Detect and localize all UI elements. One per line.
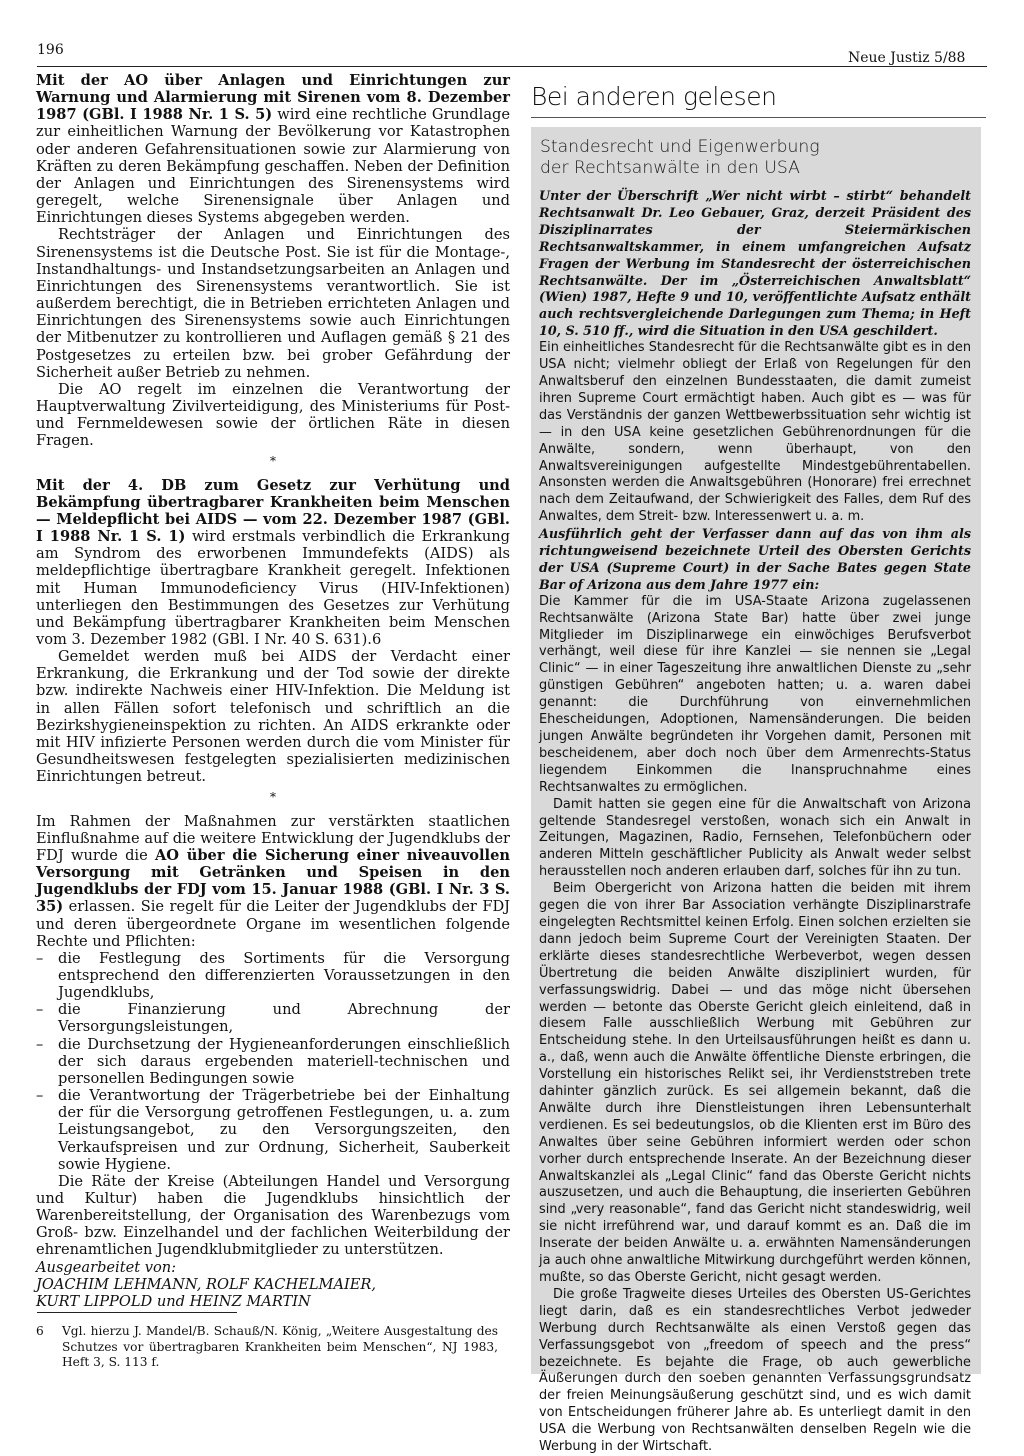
paragraph-aids-text: wird erstmals verbindlich die Erkrankung am Syndrom des erworbenen Immundefekts (AIDS) als meldepflichtige übertragbare Krankheit geregelt. Infektionen mit Human Immunodeficiency Virus (HIV-Infektionen) unterliegen den Bestimmungen des Gesetzes zur Verhütung und Bekämpfung übertragbarer Krankheiten beim Menschen vom 3. Dezember 1982 (GBl. I Nr. 40 S. 631).6: [36, 528, 510, 648]
list-dash: –: [36, 1035, 44, 1053]
article-paragraph: Beim Obergericht von Arizona hatten die beiden mit ihrem gegen die von ihrer Bar Association verhängte Disziplinarstrafe eingelegten Rechtsmittel keinen Erfolg. Einen solchen erzielten sie dann jedoch beim Supreme Court der Vereinigten Staaten. Der erklärte dieses standesrechtliche Werbeverbot, wegen dessen Übertretung die beiden Anwälte diszipliniert wurden, für verfassungswidrig. Dabei — und das möge nicht übersehen werden — betonte das Oberste Gericht gleich einleitend, daß in diesem Falle ausschließlich Werbung mit Gebühren zur Entscheidung stehe. In den Urteilsausführungen heißt es dann u. a., daß, wenn auch die Anwälte öffentliche Dienste erbringen, die Vorstellung ein historisches Relikt sei, ihr Verdienststreben trete dahinter gänzlich zurück. Es sei allgemein bekannt, daß die Anwälte durch ihre Dienstleistungen ihren Lebensunterhalt verdienen. Es sei bedeutungslos, ob die Klienten erst im Büro des Anwaltes über seine Gebühren informiert werden oder schon vorher durch entsprechende Inserate. An der Bezeichnung dieser Anwaltskanzlei als „Legal Clinic“ fand das Oberste Gericht nichts auszusetzen, und auch die Behauptung, die inserierten Gebühren sind „very reasonable“, fand das Gericht nicht standeswidrig, weil sie nicht irreführend war, und darauf kommt es an. Daß die im Inserate der beiden Anwälte u. a. erwähnten Namensänderungen ja auch ohne anwaltliche Mitwirkung durchgeführt werden können, mußte, so das Oberste Gericht, nicht gesagt werden.: [539, 881, 971, 1285]
footnote-rule: [37, 1312, 237, 1313]
paragraph-sirenen: [36, 72, 510, 226]
paragraph-raete: Die Räte der Kreise (Abteilungen Handel und Versorgung und Kultur) haben die Jugendklubs hinsichtlich der Warenbereitstellung, der Organisation des Warenbezugs vom Groß- bzw. Einzelhandel und der fachlichen Weiterbildung der ehrenamtlichen Jugendklubmitglieder zu unterstützen.: [36, 1172, 510, 1259]
section-title-rule: [531, 117, 986, 118]
paragraph-jugendklubs-bold: AO über die Sicherung einer niveauvollen Versorgung mit Getränken und Speisen in den Jugendklubs der FDJ vom 15. Januar 1988 (GBl. I Nr. 3 S. 35): [36, 846, 510, 916]
article-title-line: der Rechtsanwälte in den USA: [540, 157, 800, 178]
list-item-text: die Festlegung des Sortiments für die Versorgung entsprechend den differenzierten Voraussetzungen in den Jugendklubs,: [58, 949, 510, 1002]
article-box: [531, 127, 981, 1455]
list-item: [36, 1087, 510, 1173]
article-title-line: Standesrecht und Eigenwerbung: [540, 137, 820, 157]
article-paragraph: Ein einheitliches Standesrecht für die Rechtsanwälte gibt es in den USA nicht; vielmehr obliegt der Erlaß von Regelungen für den Anwaltsberuf den einzelnen Bundesstaaten, die damit zumeist ihren Supreme Court ermächtigt haben. Auch gibt es — was für das Verständnis der ganzen Wettbewerbssituation sehr wichtig ist — in den USA keine gesetzlichen Gebührenordnungen für die Anwälte, sondern, wenn überhaupt, von den Anwaltsvereinigungen aufgestellte Mindestgebührentabellen. Ansonsten werden die Anwaltsgebühren (Honorare) frei errechnet nach dem Zeitaufwand, der Schwierigkeit des Falles, dem Ruf des Anwaltes, dem Streit- bzw. Interessenwert u. a. m.: [539, 340, 971, 525]
paragraph-ao-regelt: Die AO regelt im einzelnen die Verantwortung der Hauptverwaltung Zivilverteidigung, des Ministeriums für Post- und Fernmeldewesen sowie der örtlichen Räte in diesen Fragen.: [36, 380, 510, 450]
paragraph-sirenen-text: wird eine rechtliche Grundlage zur einheitlichen Warnung der Bevölkerung vor Katastrophen oder anderen Gefahrensituationen sowie zur Alarmierung von Kräften zu deren Bekämpfung geschaffen. Neben der Definition der Anlagen und Einrichtungen des Sirenensystems wird geregelt, welche Sirenensignale über Anlagen und Einrichtungen dieses Systems abgegeben werden.: [36, 106, 510, 227]
authors-label: Ausgearbeitet von:: [36, 1258, 177, 1276]
journal-issue: Neue Justiz 5/88: [848, 50, 966, 66]
paragraph-sirenen-bold: Mit der AO über Anlagen und Einrichtungen zur Warnung und Alarmierung mit Sirenen vom 8. Dezember 1987 (GBl. I 1988 Nr. 1 S. 5): [36, 72, 510, 124]
paragraph-aids: [36, 477, 510, 649]
list-dash: –: [36, 1001, 44, 1019]
left-column: [36, 72, 510, 1310]
article-title: [540, 137, 971, 178]
paragraph-rechtstraeger: Rechtsträger der Anlagen und Einrichtungen des Sirenensystems ist die Deutsche Post. Sie ist für die Montage-, Instandhaltungs- und Instandsetzungsarbeiten an Anlagen und Einrichtungen des Sirenensystems verantwortlich. Sie ist außerdem berechtigt, die in Betrieben errichteten Anlagen und Einrichtungen des Sirenensystems sowie auch Einrichtungen der Mitbenutzer zu kontrollieren und Auflagen gemäß § 21 des Postgesetzes zu erteilen bzw. bei grober Gefährdung der Sicherheit außer Betrieb zu nehmen.: [36, 226, 510, 381]
separator-star: *: [270, 454, 276, 469]
article-paragraph: Die Kammer für die im USA-Staate Arizona zugelassenen Rechtsanwälte (Arizona State Bar) hatte über zwei junge Mitglieder im Disziplinarwege ein einwöchiges Berufsverbot verhängt, weil diese für ihre Kanzlei — sie nennen sie „Legal Clinic“ — in einer Tageszeitung ihre anwaltlichen Dienste zu „sehr günstigen Gebühren“ angeboten hatten; u. a. waren dabei genannt: die Durchführung von einvernehmlichen Ehescheidungen, Adoptionen, Namensänderungen. Die beiden jungen Anwälte begründeten ihr Vorgehen damit, Personen mit bescheidenem, aber doch noch über dem Armenrechts-Status liegendem Einkommen die Inanspruchnahme eines Rechtsanwaltes zu ermöglichen.: [539, 593, 971, 795]
list-item: [36, 1036, 510, 1087]
paragraph-jugendklubs: [36, 813, 510, 950]
list-dash: –: [36, 1087, 44, 1105]
footnote: [36, 1324, 498, 1371]
header-rule: [37, 66, 987, 67]
paragraph-jugendklubs-text-b: erlassen. Sie regelt für die Leiter der Jugendklubs der FDJ und deren übergeordnete Organe im wesentlichen folgende Rechte und Pflichten:: [36, 898, 510, 950]
footnote-number: 6: [36, 1324, 44, 1338]
list-item: [36, 950, 510, 1001]
authors-line: KURT LIPPOLD und HEINZ MARTIN: [36, 1292, 311, 1310]
list-item-text: die Verantwortung der Trägerbetriebe bei der Einhaltung der für die Versorgung getroffenen Festlegungen, u. a. zum Leistungsangebot, zu den Versorgungszeiten, den Verkaufspreisen und zur Ordnung, Sicherheit, Sauberkeit sowie Hygiene.: [58, 1087, 510, 1173]
paragraph-meldung: Gemeldet werden muß bei AIDS der Verdacht einer Erkrankung, die Erkrankung und der Tod sowie der direkte bzw. indirekte Nachweis einer HIV-Infektion. Die Meldung ist in allen Fällen sofort telefonisch und schriftlich an die Bezirkshygieneinspektion zu richten. An AIDS erkrankte oder mit HIV infizierte Personen werden durch die vom Minister für Gesundheitswesen festgelegten spezialisierten medizinischen Einrichtungen betreut.: [36, 648, 510, 786]
list-item-text: die Durchsetzung der Hygieneanforderungen einschließlich der sich daraus ergebenden materiell-technischen und personellen Bedingungen sowie: [58, 1035, 510, 1087]
paragraph-jugendklubs-text-a: Im Rahmen der Maßnahmen zur verstärkten staatlichen Einflußnahme auf die weitere Entwicklung der Jugendklubs der FDJ wurde die: [36, 812, 510, 864]
article-paragraph-italic: Ausführlich geht der Verfasser dann auf das von ihm als richtungweisend bezeichnete Urteil des Obersten Gerichts der USA (Supreme Court) in der Sache Bates gegen State Bar of Arizona aus dem Jahre 1977 ein:: [539, 526, 971, 592]
paragraph-aids-bold: Mit der 4. DB zum Gesetz zur Verhütung und Bekämpfung übertragbarer Krankheiten beim Menschen — Meldepflicht bei AIDS — vom 22. Dezember 1987 (GBl. I 1988 Nr. 1 S. 1): [36, 476, 510, 546]
section-title: Bei anderen gelesen: [531, 82, 777, 111]
article-paragraph: Die große Tragweite dieses Urteiles des Obersten US-Gerichtes liegt darin, daß es ein standesrechtliches Verbot jedweder Werbung durch Rechtsanwälte als einen Verstoß gegen das Verfassungsgebot von „freedom of speech and the press“ bezeichnete. Es bejahte die Frage, ob auch gewerbliche Äußerungen durch den soeben genannten Verfassungsgrundsatz der freien Meinungsäußerung geschützt sind, und es wich damit von Entscheidungen früherer Jahre ab. Es unterliegt damit in den USA die Werbung von Rechtsanwälten denselben Regeln wie die Werbung in der Wirtschaft.: [539, 1286, 971, 1455]
separator-star-2: *: [270, 790, 276, 805]
article-body: [539, 188, 971, 1456]
article-paragraph: Damit hatten sie gegen eine für die Anwaltschaft von Arizona geltende Standesregel verstoßen, wonach sich ein Anwalt in Zeitungen, Magazinen, Radio, Fernsehen, Telefonbüchern oder anderen Mitteln geschäftlicher Publicity als Anwalt weder selbst herausstellen noch anderen erlauben darf, solches für ihn zu tun.: [539, 796, 971, 880]
article-intro: Unter der Überschrift „Wer nicht wirbt – stirbt“ behandelt Rechtsanwalt Dr. Leo Gebauer, Graz, derzeit Präsident des Disziplinarrates der Steiermärkischen Rechtsanwaltskammer, in einem umfangreichen Aufsatz Fragen der Werbung im Standesrecht der österreichischen Rechtsanwälte. Der im „Österreichischen Anwaltsblatt“ (Wien) 1987, Hefte 9 und 10, veröffentlichte Aufsatz enthält auch rechtsvergleichende Darlegungen zum Thema; in Heft 10, S. 510 ff., wird die Situation in den USA geschildert.: [539, 188, 971, 339]
page-number: 196: [37, 42, 64, 58]
list-dash: –: [36, 949, 44, 967]
footnote-text: Vgl. hierzu J. Mandel/B. Schauß/N. König, „Weitere Ausgestaltung des Schutzes vor übertragbaren Krankheiten beim Menschen“, NJ 1983, Heft 3, S. 113 f.: [62, 1324, 498, 1369]
list-item: [36, 1001, 510, 1035]
authors-line: JOACHIM LEHMANN, ROLF KACHELMAIER,: [36, 1275, 377, 1293]
list-item-text: die Finanzierung und Abrechnung der Versorgungsleistungen,: [58, 1001, 510, 1036]
